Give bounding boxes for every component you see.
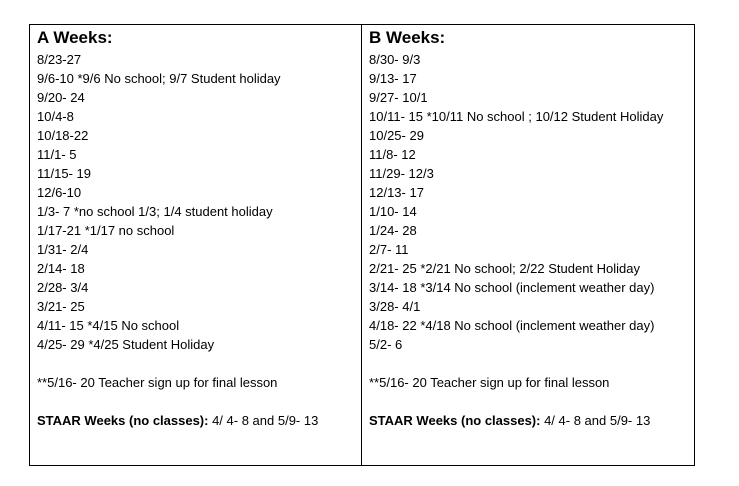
- b-week-line: 10/11- 15 *10/11 No school ; 10/12 Student Holiday: [369, 109, 664, 124]
- a-weeks-column: [30, 25, 362, 465]
- a-week-line: 2/14- 18: [37, 261, 85, 276]
- a-week-line: 8/23-27: [37, 52, 82, 67]
- b-week-line: 1/10- 14: [369, 204, 417, 219]
- b-staar-dates: 4/ 4- 8 and 5/9- 13: [540, 413, 651, 428]
- a-week-line: 11/15- 19: [37, 166, 91, 181]
- a-week-line: 4/25- 29 *4/25 Student Holiday: [37, 337, 215, 352]
- a-week-line: 12/6-10: [37, 185, 82, 200]
- b-week-line: 5/2- 6: [369, 337, 403, 352]
- a-week-line: 11/1- 5: [37, 147, 77, 162]
- b-week-line: 3/14- 18 *3/14 No school (inclement weather day): [369, 280, 655, 295]
- a-week-line: 10/18-22: [37, 128, 89, 143]
- b-week-line: 12/13- 17: [369, 185, 424, 200]
- a-week-line: 9/20- 24: [37, 90, 85, 105]
- b-staar-label: STAAR Weeks (no classes):: [369, 413, 541, 428]
- b-weeks-column: [362, 25, 694, 465]
- b-staar-weeks-note: [369, 411, 694, 430]
- spacer: [37, 392, 361, 411]
- a-week-line: 4/11- 15 *4/15 No school: [37, 318, 180, 333]
- a-weeks-heading: A Weeks:: [37, 28, 113, 47]
- b-week-line: 3/28- 4/1: [369, 299, 421, 314]
- spacer: [369, 354, 694, 373]
- b-teacher-signup-note: **5/16- 20 Teacher sign up for final lesson: [369, 375, 610, 390]
- b-week-line: 11/8- 12: [369, 147, 416, 162]
- b-weeks-heading: B Weeks:: [369, 28, 446, 47]
- a-staar-weeks-note: [37, 411, 361, 430]
- b-week-line: 2/7- 11: [369, 242, 409, 257]
- a-week-line: 10/4-8: [37, 109, 74, 124]
- a-week-line: 1/31- 2/4: [37, 242, 89, 257]
- b-week-line: 2/21- 25 *2/21 No school; 2/22 Student Holiday: [369, 261, 641, 276]
- a-week-line: 3/21- 25: [37, 299, 85, 314]
- b-week-line: 1/24- 28: [369, 223, 417, 238]
- a-week-line: 9/6-10 *9/6 No school; 9/7 Student holiday: [37, 71, 281, 86]
- a-staar-dates: 4/ 4- 8 and 5/9- 13: [208, 413, 319, 428]
- a-week-line: 1/3- 7 *no school 1/3; 1/4 student holiday: [37, 204, 273, 219]
- b-week-line: 9/13- 17: [369, 71, 417, 86]
- a-week-line: 1/17-21 *1/17 no school: [37, 223, 175, 238]
- spacer: [37, 354, 361, 373]
- spacer: [369, 392, 694, 411]
- b-week-line: 8/30- 9/3: [369, 52, 421, 67]
- b-week-line: 4/18- 22 *4/18 No school (inclement weather day): [369, 318, 655, 333]
- b-week-line: 10/25- 29: [369, 128, 424, 143]
- a-staar-label: STAAR Weeks (no classes):: [37, 413, 209, 428]
- a-teacher-signup-note: **5/16- 20 Teacher sign up for final lesson: [37, 375, 278, 390]
- a-week-line: 2/28- 3/4: [37, 280, 89, 295]
- schedule-table: [29, 24, 695, 466]
- b-week-line: 9/27- 10/1: [369, 90, 428, 105]
- b-week-line: 11/29- 12/3: [369, 166, 434, 181]
